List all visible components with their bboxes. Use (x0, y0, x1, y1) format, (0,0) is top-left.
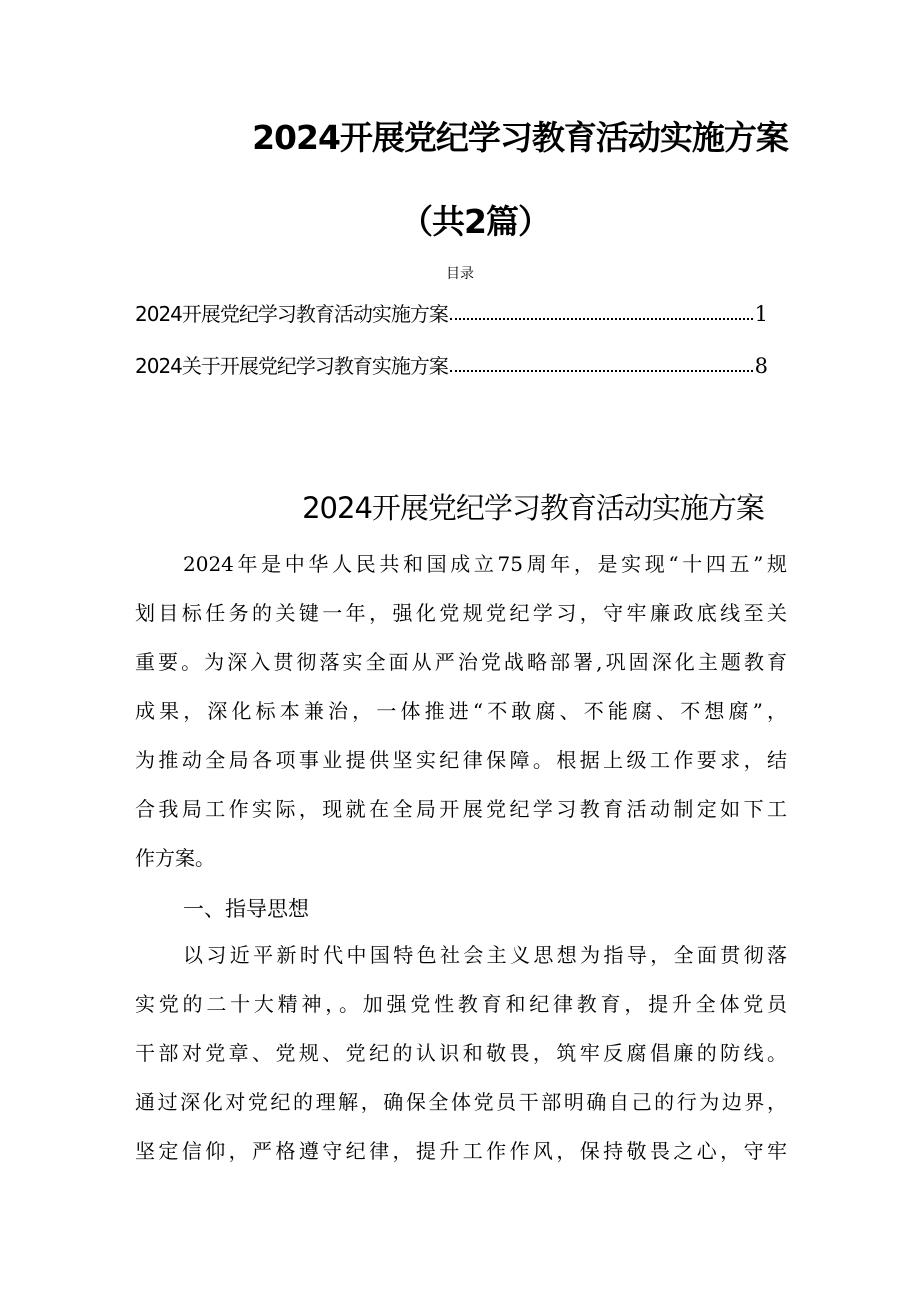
toc-entry-title: 2024关于开展党纪学习教育实施方案 (135, 354, 448, 378)
paragraph-line: 2024年是中华人民共和国成立75周年，是实现“十四五”规 (183, 552, 787, 576)
paragraph-line: 成果，深化标本兼治，一体推进“不敢腐、不能腐、不想腐”， (135, 699, 787, 723)
paragraph-line: 实党的二十大精神，。加强党性教育和纪律教育，提升全体党员 (135, 992, 787, 1016)
paragraph-line: 划目标任务的关键一年，强化党规党纪学习，守牢廉政底线至关 (135, 601, 787, 625)
toc-dot-leader (450, 317, 753, 320)
paragraph-line: 合我局工作实际，现就在全局开展党纪学习教育活动制定如下工 (135, 797, 787, 821)
paragraph-line: 坚定信仰，严格遵守纪律，提升工作作风，保持敬畏之心，守牢 (135, 1139, 787, 1163)
toc-entry-title: 2024开展党纪学习教育活动实施方案 (135, 302, 448, 326)
toc-dot-leader (450, 369, 753, 372)
toc-entry-page: 1 (754, 302, 767, 326)
paragraph-line: 干部对党章、党规、党纪的认识和敬畏，筑牢反腐倡廉的防线。 (135, 1041, 787, 1065)
toc-entry[interactable] (135, 350, 767, 380)
toc-entry-page: 8 (754, 354, 767, 378)
paragraph-line: 作方案。 (135, 846, 215, 870)
document-title: 2024开展党纪学习教育活动实施方案 (252, 118, 788, 157)
toc-entry[interactable] (135, 298, 767, 328)
paragraph-line: 通过深化对党纪的理解，确保全体党员干部明确自己的行为边界， (135, 1090, 787, 1114)
toc-heading: 目录 (446, 266, 474, 282)
paragraph-line: 为推动全局各项事业提供坚实纪律保障。根据上级工作要求，结 (135, 748, 787, 772)
section-title: 2024开展党纪学习教育活动实施方案 (302, 491, 764, 525)
document-subtitle: （共2篇） (400, 202, 550, 241)
paragraph-line: 重要。为深入贯彻落实全面从严治党战略部署,巩固深化主题教育 (135, 650, 787, 674)
section-heading-guiding-ideology: 一、指导思想 (183, 897, 309, 921)
paragraph-line: 以习近平新时代中国特色社会主义思想为指导，全面贯彻落 (183, 943, 787, 967)
